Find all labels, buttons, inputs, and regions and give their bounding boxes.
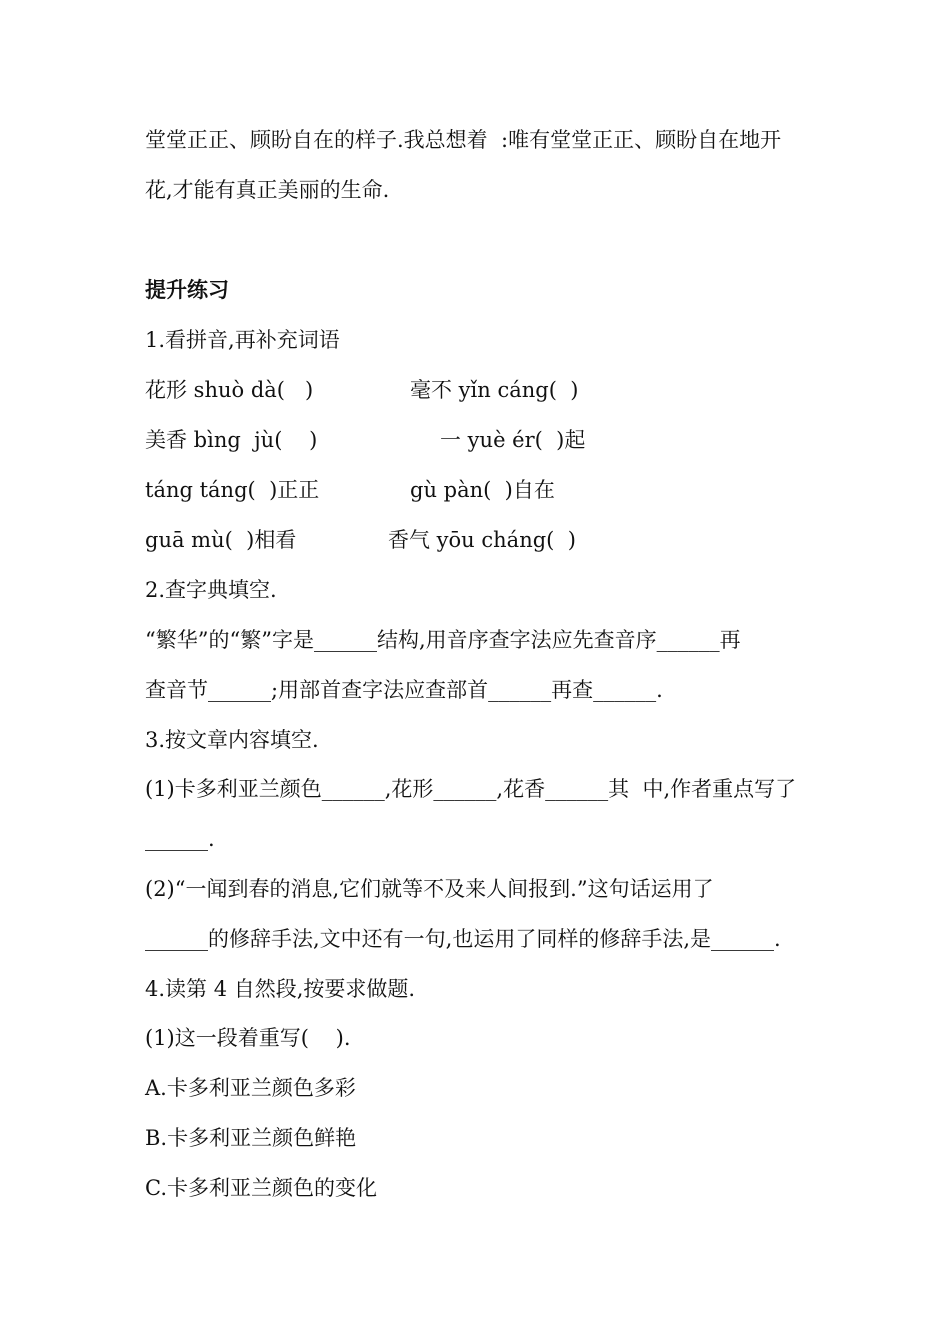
q4-option-b: B.卡多利亚兰颜色鲜艳 [145, 1126, 357, 1150]
q1-row-3-right: gù pàn( )自在 [410, 478, 555, 502]
q3-title: 3.按文章内容填空. [145, 728, 319, 752]
q1-title: 1.看拼音,再补充词语 [145, 328, 340, 352]
q4-title: 4.读第 4 自然段,按要求做题. [145, 977, 416, 1001]
q1-row-1-right: 毫不 yǐn cáng( ) [410, 378, 579, 402]
intro-line-1: 堂堂正正、顾盼自在的样子.我总想着 :唯有堂堂正正、顾盼自在地开 [145, 128, 782, 152]
q4-option-c: C.卡多利亚兰颜色的变化 [145, 1176, 377, 1200]
q1-row-1-left: 花形 shuò dà( ) [145, 378, 314, 402]
q1-row-2-right: 一 yuè ér( )起 [440, 428, 586, 452]
q2-line-1: “繁华”的“繁”字是______结构,用音序查字法应先查音序______再 [145, 628, 741, 652]
intro-line-2: 花,才能有真正美丽的生命. [145, 178, 390, 202]
q2-title: 2.查字典填空. [145, 578, 277, 602]
q2-line-2: 查音节______;用部首查字法应查部首______再查______. [145, 678, 663, 702]
q1-row-4-right: 香气 yōu cháng( ) [388, 528, 576, 552]
section-title: 提升练习 [145, 278, 229, 302]
q1-row-3-left: táng táng( )正正 [145, 478, 320, 502]
q3-part1-line-1: (1)卡多利亚兰颜色______,花形______,花香______其 中,作者重点写了 [145, 777, 797, 801]
q1-row-2-left: 美香 bìng jù( ) [145, 428, 318, 452]
q3-part2-line-2: ______的修辞手法,文中还有一句,也运用了同样的修辞手法,是______. [145, 927, 781, 951]
q4-option-a: A.卡多利亚兰颜色多彩 [145, 1076, 356, 1100]
q1-row-4-left: guā mù( )相看 [145, 528, 297, 552]
q4-sub-1: (1)这一段着重写( ). [145, 1026, 351, 1050]
q3-part2-line-1: (2)“一闻到春的消息,它们就等不及来人间报到.”这句话运用了 [145, 877, 714, 901]
q3-part1-line-2: ______. [145, 827, 215, 851]
